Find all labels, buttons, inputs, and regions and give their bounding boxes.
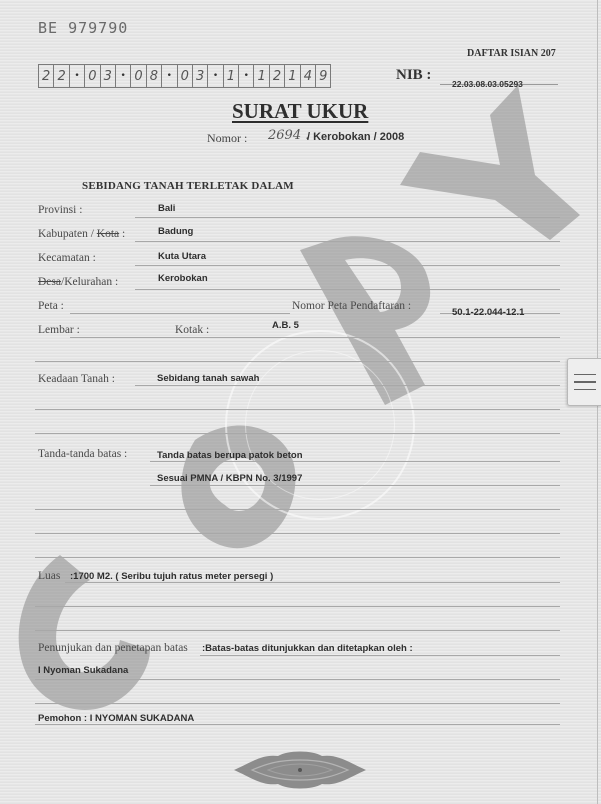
number-box-cell: 1 (224, 65, 239, 87)
rule (150, 485, 560, 486)
rule (135, 385, 560, 386)
number-box-cell: 3 (101, 65, 116, 87)
rule (70, 313, 290, 314)
penunjukan-person: I Nyoman Sukadana (38, 665, 129, 676)
kecamatan-value: Kuta Utara (158, 251, 207, 262)
number-box-cell: • (116, 65, 131, 87)
rule (35, 724, 560, 725)
serial-number: BE 979790 (38, 19, 129, 37)
rule (35, 703, 560, 704)
desa-struck: Desa (38, 276, 61, 288)
rule (150, 461, 560, 462)
rule (35, 679, 560, 680)
nomor-peta-label: Nomor Peta Pendaftaran : (292, 300, 412, 312)
lembar-label: Lembar : (38, 324, 80, 336)
number-box-cell: • (162, 65, 177, 87)
rule (65, 582, 560, 583)
rule (35, 433, 560, 434)
nomor-value: / Kerobokan / 2008 (307, 131, 405, 143)
rule (135, 241, 560, 242)
kelurahan-label (38, 276, 118, 288)
form-id: DAFTAR ISIAN 207 (467, 48, 556, 59)
kabupaten-label-a: Kabupaten / (38, 228, 97, 240)
nib-value: 22.03.08.03.05293 (452, 79, 523, 89)
tanda-batas-value-2: Sesuai PMNA / KBPN No. 3/1997 (157, 473, 303, 484)
number-box-cell: • (70, 65, 85, 87)
kelurahan-label-b: /Kelurahan : (61, 276, 119, 288)
kotak-label: Kotak : (175, 324, 210, 336)
keadaan-tanah-label: Keadaan Tanah : (38, 373, 115, 385)
number-box-cell: 0 (178, 65, 193, 87)
provinsi-value: Bali (158, 203, 176, 214)
menu-icon-bar (574, 374, 596, 376)
number-box-cell: 3 (193, 65, 208, 87)
number-box-cell: 4 (301, 65, 316, 87)
pemohon: Pemohon : I NYOMAN SUKADANA (38, 713, 195, 724)
number-box-cell: 0 (85, 65, 100, 87)
number-box-cell: 9 (316, 65, 331, 87)
section-title: SEBIDANG TANAH TERLETAK DALAM (82, 180, 294, 192)
rule (35, 606, 560, 607)
number-box-cell: 2 (39, 65, 54, 87)
rule (35, 557, 560, 558)
rule (35, 409, 560, 410)
nomor-peta-value: 50.1-22.044-12.1 (452, 307, 525, 318)
side-panel-handle[interactable] (567, 358, 601, 406)
rule (135, 289, 560, 290)
tanda-batas-label: Tanda-tanda batas : (38, 448, 128, 460)
peta-label: Peta : (38, 300, 64, 312)
rule (135, 217, 560, 218)
nib-label: NIB : (396, 67, 432, 83)
number-box-cell: 8 (147, 65, 162, 87)
nomor-handwritten: 2694 . (268, 128, 310, 143)
kecamatan-label: Kecamatan : (38, 252, 96, 264)
kabupaten-label (38, 228, 125, 240)
provinsi-label: Provinsi : (38, 204, 83, 216)
number-box-cell: 1 (285, 65, 300, 87)
rule (35, 533, 560, 534)
kelurahan-value: Kerobokan (158, 273, 208, 284)
rule (200, 655, 560, 656)
luas-label: Luas (38, 570, 61, 582)
penunjukan-label: Penunjukan dan penetapan batas (38, 642, 188, 654)
rule (35, 630, 560, 631)
rule (70, 337, 560, 338)
number-box-cell: • (208, 65, 223, 87)
number-box-cell: • (239, 65, 254, 87)
kota-struck: Kota (96, 228, 120, 240)
guilloche-emblem-icon (232, 748, 368, 792)
kabupaten-value: Badung (158, 226, 194, 237)
nomor-label: Nomor : (207, 131, 248, 145)
document-title: SURAT UKUR (232, 99, 369, 123)
rule (135, 265, 560, 266)
tanda-batas-value-1: Tanda batas berupa patok beton (157, 450, 303, 461)
menu-icon-bar (574, 389, 596, 391)
penunjukan-value: :Batas-batas ditunjukkan dan ditetapkan oleh : (202, 643, 413, 654)
number-box-cell: 0 (131, 65, 146, 87)
rule (35, 361, 560, 362)
kotak-value: A.B. 5 (272, 320, 299, 331)
menu-icon-bar (574, 381, 596, 383)
luas-value: :1700 M2. ( Seribu tujuh ratus meter persegi ) (70, 571, 274, 582)
keadaan-tanah-value: Sebidang tanah sawah (157, 373, 260, 384)
rule (35, 509, 560, 510)
number-box-cell: 2 (270, 65, 285, 87)
number-box-cell: 2 (54, 65, 69, 87)
number-boxes (38, 64, 331, 88)
number-box-cell: 1 (254, 65, 269, 87)
kabupaten-label-b: : (119, 228, 126, 240)
